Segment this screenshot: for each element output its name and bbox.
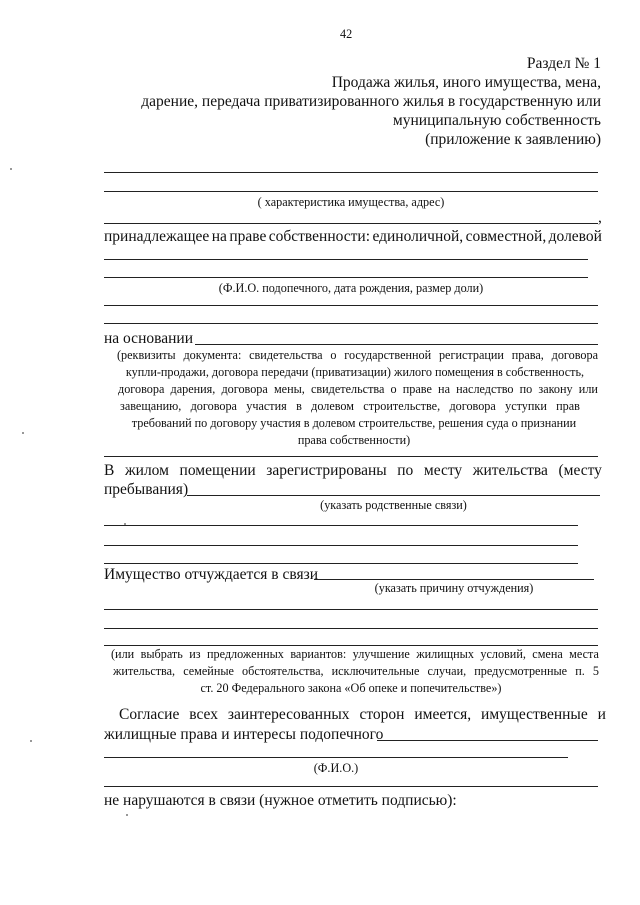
scan-speck <box>22 432 24 434</box>
note-word: предложенных <box>206 647 284 661</box>
ownership-word: на <box>211 228 227 245</box>
note-word: жилищных <box>416 647 474 661</box>
note-word: завещанию, <box>120 399 182 413</box>
note-word: предусмотренные <box>474 664 568 678</box>
note-word: строительстве, <box>363 399 441 413</box>
header-line-2: дарение, передача приватизированного жилья в государственную или <box>141 93 601 110</box>
note-word: всех <box>189 706 218 723</box>
scan-speck <box>30 740 32 742</box>
alienation-line-2[interactable] <box>104 609 598 610</box>
consent-caption: (Ф.И.О.) <box>313 761 359 775</box>
residents-line[interactable] <box>187 495 600 496</box>
ownership-word: собственности: <box>268 228 371 245</box>
note-word: на <box>438 382 450 396</box>
consent-line-3[interactable] <box>104 786 598 787</box>
note-word: и <box>597 706 606 723</box>
note-word: жительства <box>472 462 548 479</box>
basis-note-line-1 <box>117 349 598 361</box>
note-word: случаи, <box>427 664 467 678</box>
ward-line-3[interactable] <box>104 305 598 306</box>
note-word: обстоятельства, <box>242 664 324 678</box>
note-word: договора <box>190 399 237 413</box>
note-word: регистрации <box>438 348 504 362</box>
note-word: имущественные <box>481 706 588 723</box>
note-word: семейные <box>183 664 234 678</box>
basis-line[interactable] <box>195 344 598 345</box>
note-word: исключительные <box>331 664 420 678</box>
basis-note-line-3 <box>118 383 598 395</box>
ownership-text <box>104 229 602 245</box>
note-word: зарегистрированы <box>266 462 387 479</box>
property-line-1[interactable] <box>104 172 598 173</box>
ward-caption: (Ф.И.О. подопечного, дата рождения, размер доли) <box>218 281 484 295</box>
alienation-label: Имущество отчуждается в связи <box>104 566 319 583</box>
note-word: дарения, <box>170 382 216 396</box>
alienation-line-4[interactable] <box>104 645 598 646</box>
note-word: договора <box>221 382 268 396</box>
note-word: или <box>578 382 598 396</box>
ownership-word: долевой <box>548 228 602 245</box>
note-word: мены, <box>273 382 305 396</box>
note-word: (реквизиты <box>117 348 176 362</box>
note-word: о <box>330 348 337 362</box>
consent-line-2-blank[interactable] <box>104 757 568 758</box>
note-word: долевом <box>311 399 354 413</box>
note-word: закону <box>538 382 573 396</box>
ownership-word: праве <box>229 228 267 245</box>
note-word: Согласие <box>119 706 180 723</box>
alienation-line-3[interactable] <box>104 628 598 629</box>
basis-line-2[interactable] <box>104 456 598 457</box>
ownership-word: совместной, <box>465 228 547 245</box>
note-word: 5 <box>592 664 599 678</box>
ownership-word: единоличной, <box>372 228 464 245</box>
note-word: (или <box>111 647 135 661</box>
scan-speck <box>10 168 12 170</box>
property-line-3[interactable] <box>104 223 598 224</box>
alienation-note-line-3: ст. 20 Федерального закона «Об опеке и попечительстве») <box>200 681 502 695</box>
ward-line-4[interactable] <box>104 323 598 324</box>
note-word: свидетельства <box>310 382 385 396</box>
basis-label: на основании <box>104 330 193 347</box>
residents-line-4[interactable] <box>104 563 578 564</box>
basis-note-line-5: требований по договору участия в долевом строительстве, решения суда о признании <box>131 416 577 430</box>
residents-line-2: пребывания) <box>104 481 189 498</box>
note-word: государственной <box>344 348 432 362</box>
note-word: наследство <box>456 382 514 396</box>
ward-line-1[interactable] <box>104 259 588 260</box>
note-word: в <box>296 399 302 413</box>
alienation-note-line-2 <box>113 665 599 677</box>
alienation-note-line-1 <box>111 648 599 660</box>
note-word: условий, <box>480 647 526 661</box>
note-word: сторон <box>359 706 405 723</box>
residents-caption: (указать родственные связи) <box>320 498 467 512</box>
header-line-4: (приложение к заявлению) <box>425 131 601 148</box>
header-line-3: муниципальную собственность <box>392 112 601 129</box>
note-word: прав <box>556 399 580 413</box>
residents-line-3[interactable] <box>104 545 578 546</box>
page-number: 42 <box>340 27 353 41</box>
note-word: договора <box>118 382 165 396</box>
note-word: договора <box>449 399 496 413</box>
section-title: Раздел № 1 <box>526 55 601 72</box>
note-word: документа: <box>183 348 242 362</box>
scan-speck <box>126 814 128 816</box>
property-line-2[interactable] <box>104 191 598 192</box>
note-word: жилом <box>124 462 169 479</box>
consent-line-1 <box>119 707 606 723</box>
note-word: права, <box>511 348 544 362</box>
header-line-1: Продажа жилья, иного имущества, мена, <box>331 74 601 91</box>
note-word: договора <box>551 348 598 362</box>
note-word: вариантов: <box>290 647 347 661</box>
basis-note-line-6: права собственности) <box>297 433 411 447</box>
property-comma: , <box>598 209 602 226</box>
note-word: имеется, <box>414 706 472 723</box>
note-word: свидетельства <box>249 348 323 362</box>
note-word: жительства, <box>113 664 176 678</box>
basis-note-line-2: купли-продажи, договора передачи (приватизации) жилого помещения в собственность, <box>125 365 585 379</box>
ownership-word: принадлежащее <box>104 228 210 245</box>
note-word: по <box>397 462 414 479</box>
note-word: помещении <box>179 462 256 479</box>
residents-line-1 <box>104 463 602 479</box>
ward-line-2[interactable] <box>104 277 588 278</box>
note-word: п. <box>575 664 585 678</box>
consent-line[interactable] <box>377 740 598 741</box>
note-word: улучшение <box>352 647 410 661</box>
note-word: о <box>390 382 397 396</box>
note-word: месту <box>423 462 463 479</box>
note-word: (месту <box>558 462 602 479</box>
note-word: выбрать <box>140 647 183 661</box>
note-word: праве <box>402 382 432 396</box>
note-word: места <box>569 647 599 661</box>
scan-speck <box>124 523 126 525</box>
alienation-caption: (указать причину отчуждения) <box>374 581 534 595</box>
consent-final: не нарушаются в связи (нужное отметить подписью): <box>104 792 457 809</box>
note-word: уступки <box>505 399 547 413</box>
property-caption: ( характеристика имущества, адрес) <box>257 195 445 209</box>
basis-note-line-4 <box>120 400 580 412</box>
note-word: В <box>104 462 115 479</box>
note-word: заинтересованных <box>227 706 350 723</box>
note-word: по <box>519 382 533 396</box>
residents-line-2[interactable] <box>104 525 578 526</box>
alienation-line[interactable] <box>314 579 594 580</box>
note-word: участия <box>246 399 287 413</box>
note-word: из <box>189 647 201 661</box>
consent-line-2: жилищные права и интересы подопечного <box>104 726 384 743</box>
note-word: смена <box>532 647 563 661</box>
